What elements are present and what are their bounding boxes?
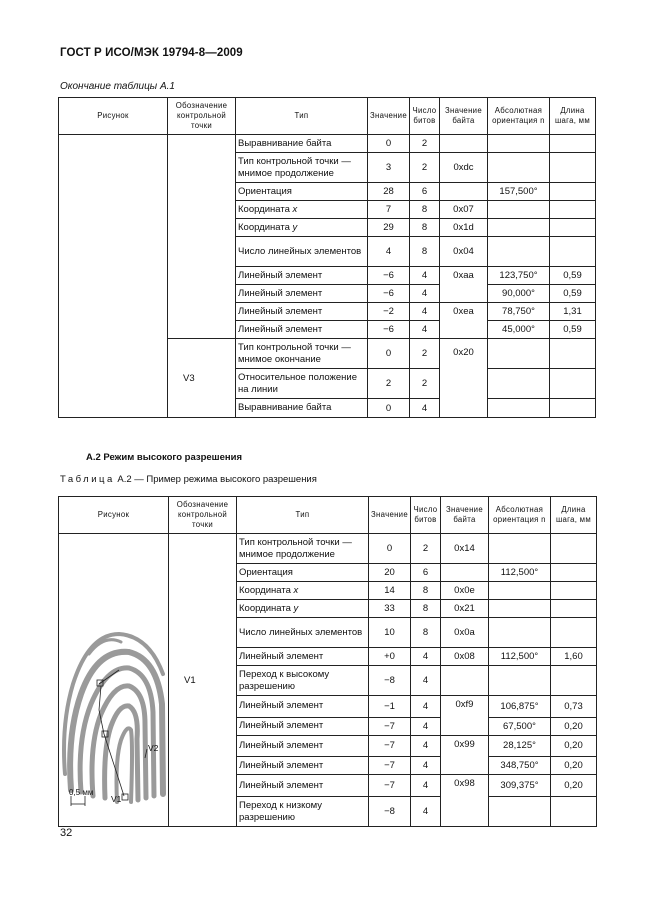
type-cell: Линейный элемент <box>237 648 369 666</box>
fingerprint-figure <box>59 534 168 826</box>
orientation-cell: 45,000° <box>487 321 549 339</box>
header-point: Обозначение контрольной точки <box>168 98 236 135</box>
bits-cell: 2 <box>410 534 440 564</box>
step-cell: 0,73 <box>550 696 596 718</box>
point-cell <box>169 534 237 827</box>
type-cell: Тип контрольной точки — мнимое окончание <box>236 339 368 369</box>
coordinate-variable: x <box>293 584 299 596</box>
bits-cell: 4 <box>410 648 440 666</box>
type-cell <box>237 582 369 600</box>
value-cell: 0 <box>368 339 410 369</box>
value-cell: −6 <box>368 267 410 285</box>
header-type: Тип <box>237 497 369 534</box>
byte-cell <box>439 183 487 201</box>
orientation-cell: 78,750° <box>487 303 549 321</box>
type-cell: Линейный элемент <box>236 321 368 339</box>
byte-cell: 0x0a <box>440 618 488 648</box>
header-byte: Значение байта <box>440 497 488 534</box>
step-cell: 0,20 <box>550 775 596 797</box>
value-cell: 0 <box>369 534 411 564</box>
value-cell: 28 <box>368 183 410 201</box>
step-cell <box>550 666 596 696</box>
header-point: Обозначение контрольной точки <box>169 497 237 534</box>
step-cell <box>550 600 596 618</box>
step-cell <box>549 219 595 237</box>
coordinate-variable: x <box>292 203 298 215</box>
step-cell <box>550 797 596 827</box>
header-value: Значение <box>368 98 410 135</box>
orientation-cell: 157,500° <box>487 183 549 201</box>
byte-cell: 0xf9 <box>440 696 488 736</box>
type-cell: Тип контрольной точки — мнимое продолжение <box>237 534 369 564</box>
header-step: Длина шага, мм <box>550 497 596 534</box>
type-cell: Переход к низкому разрешению <box>237 797 369 827</box>
byte-cell <box>440 666 488 696</box>
bits-cell: 8 <box>410 582 440 600</box>
bits-cell: 8 <box>410 618 440 648</box>
orientation-cell <box>487 219 549 237</box>
value-cell: 29 <box>368 219 410 237</box>
byte-cell <box>439 135 487 153</box>
type-cell: Выравнивание байта <box>236 135 368 153</box>
value-cell: 7 <box>368 201 410 219</box>
type-cell: Линейный элемент <box>236 267 368 285</box>
bits-cell: 2 <box>409 369 439 399</box>
bits-cell: 2 <box>409 339 439 369</box>
fingerprint-ridges <box>64 634 163 802</box>
type-cell: Линейный элемент <box>237 757 369 775</box>
type-label: Координата <box>239 602 291 614</box>
value-cell: −2 <box>368 303 410 321</box>
value-cell: 10 <box>369 618 411 648</box>
step-cell: 1,31 <box>549 303 595 321</box>
byte-cell: 0x21 <box>440 600 488 618</box>
step-cell <box>550 618 596 648</box>
type-cell: Переход к высокому разрешению <box>237 666 369 696</box>
header-bits: Число битов <box>409 98 439 135</box>
value-cell: −7 <box>369 775 411 797</box>
orientation-cell <box>487 399 549 418</box>
bits-cell: 4 <box>409 399 439 418</box>
orientation-cell: 67,500° <box>488 717 550 735</box>
type-cell: Линейный элемент <box>236 285 368 303</box>
type-cell <box>236 201 368 219</box>
value-cell: 3 <box>368 153 410 183</box>
table-row <box>59 135 596 153</box>
point-label: V1 <box>184 674 196 686</box>
bits-cell: 8 <box>409 201 439 219</box>
step-cell <box>550 582 596 600</box>
orientation-cell: 348,750° <box>488 757 550 775</box>
scale-label: 0,5 мм <box>69 788 94 797</box>
bits-cell: 4 <box>409 267 439 285</box>
orientation-cell: 90,000° <box>487 285 549 303</box>
orientation-cell <box>488 797 550 827</box>
coordinate-variable: y <box>292 221 298 233</box>
orientation-cell <box>487 369 549 399</box>
value-cell: 14 <box>369 582 411 600</box>
section-title: А.2 Режим высокого разрешения <box>86 452 243 463</box>
bits-cell: 4 <box>410 775 440 797</box>
coordinate-variable: y <box>293 602 299 614</box>
byte-cell: 0xea <box>439 303 487 339</box>
value-cell: −1 <box>369 696 411 718</box>
orientation-cell <box>487 201 549 219</box>
step-cell <box>550 564 596 582</box>
orientation-cell <box>488 618 550 648</box>
orientation-cell <box>487 135 549 153</box>
step-cell: 0,59 <box>549 267 595 285</box>
type-cell: Ориентация <box>237 564 369 582</box>
byte-cell: 0x0e <box>440 582 488 600</box>
step-cell: 1,60 <box>550 648 596 666</box>
byte-cell <box>440 564 488 582</box>
step-cell: 0,20 <box>550 757 596 775</box>
type-cell: Линейный элемент <box>237 696 369 718</box>
table2-header-row <box>59 497 597 534</box>
header-figure: Рисунок <box>59 497 169 534</box>
table-row <box>59 534 597 564</box>
step-cell <box>549 183 595 201</box>
byte-cell: 0x07 <box>439 201 487 219</box>
step-cell: 0,20 <box>550 717 596 735</box>
figure-cell <box>59 135 168 418</box>
value-cell: 0 <box>368 399 410 418</box>
type-label: Координата <box>239 584 291 596</box>
value-cell: 20 <box>369 564 411 582</box>
value-cell: −8 <box>369 797 411 827</box>
table1-caption: Окончание таблицы А.1 <box>60 81 175 92</box>
orientation-cell <box>488 600 550 618</box>
value-cell: −7 <box>369 717 411 735</box>
value-cell: −8 <box>369 666 411 696</box>
v2-label: V2 <box>148 743 159 753</box>
header-byte: Значение байта <box>439 98 487 135</box>
byte-cell: 0x14 <box>440 534 488 564</box>
byte-cell: 0x04 <box>439 237 487 267</box>
point-label: V3 <box>183 372 195 384</box>
orientation-cell: 28,125° <box>488 735 550 757</box>
type-cell: Число линейных элементов <box>236 237 368 267</box>
table2 <box>58 496 597 827</box>
byte-cell: 0x1d <box>439 219 487 237</box>
orientation-cell: 112,500° <box>488 648 550 666</box>
bits-cell: 2 <box>409 153 439 183</box>
type-cell: Линейный элемент <box>236 303 368 321</box>
header-value: Значение <box>369 497 411 534</box>
step-cell <box>549 153 595 183</box>
type-cell <box>237 600 369 618</box>
step-cell <box>549 201 595 219</box>
bits-cell: 6 <box>409 183 439 201</box>
type-cell: Относительное положение на линии <box>236 369 368 399</box>
type-cell: Выравнивание байта <box>236 399 368 418</box>
bits-cell: 4 <box>409 321 439 339</box>
type-cell: Линейный элемент <box>237 735 369 757</box>
step-cell <box>550 534 596 564</box>
bits-cell: 4 <box>410 757 440 775</box>
header-orientation: Абсолютная ориентация n <box>488 497 550 534</box>
step-cell <box>549 135 595 153</box>
bits-cell: 4 <box>409 303 439 321</box>
caption-rest: А.2 — Пример режима высокого разрешения <box>117 474 317 485</box>
header-type: Тип <box>236 98 368 135</box>
value-cell: 2 <box>368 369 410 399</box>
table2-caption <box>60 474 317 485</box>
bits-cell: 4 <box>410 735 440 757</box>
bits-cell: 4 <box>410 666 440 696</box>
type-cell: Число линейных элементов <box>237 618 369 648</box>
byte-cell: 0x08 <box>440 648 488 666</box>
value-cell: −7 <box>369 735 411 757</box>
bits-cell: 8 <box>409 237 439 267</box>
figure-cell <box>59 534 169 827</box>
type-cell: Линейный элемент <box>237 717 369 735</box>
bits-cell: 8 <box>409 219 439 237</box>
value-cell: −6 <box>368 285 410 303</box>
orientation-cell <box>487 153 549 183</box>
step-cell <box>549 399 595 418</box>
step-cell: 0,20 <box>550 735 596 757</box>
bits-cell: 4 <box>410 717 440 735</box>
step-cell: 0,59 <box>549 321 595 339</box>
type-label: Координата <box>238 221 290 233</box>
byte-cell: 0x99 <box>440 735 488 775</box>
orientation-cell <box>488 582 550 600</box>
type-label: Координата <box>238 203 290 215</box>
byte-cell: 0x98 <box>440 775 488 827</box>
orientation-cell <box>487 237 549 267</box>
bits-cell: 6 <box>410 564 440 582</box>
value-cell: +0 <box>369 648 411 666</box>
step-cell <box>549 369 595 399</box>
byte-cell: 0xaa <box>439 267 487 303</box>
table1 <box>58 97 596 418</box>
value-cell: −6 <box>368 321 410 339</box>
scale-bar <box>71 796 85 806</box>
orientation-cell: 106,875° <box>488 696 550 718</box>
step-cell <box>549 339 595 369</box>
orientation-cell <box>488 534 550 564</box>
v1-label: V1 <box>111 794 122 804</box>
value-cell: 4 <box>368 237 410 267</box>
byte-cell: 0x20 <box>439 339 487 418</box>
header-orientation: Абсолютная ориентация n <box>487 98 549 135</box>
point-cell <box>168 339 236 418</box>
bits-cell: 4 <box>410 696 440 718</box>
type-cell <box>236 219 368 237</box>
value-cell: 0 <box>368 135 410 153</box>
header-bits: Число битов <box>410 497 440 534</box>
value-cell: −7 <box>369 757 411 775</box>
step-cell: 0,59 <box>549 285 595 303</box>
table1-header-row <box>59 98 596 135</box>
caption-prefix: Таблица <box>60 474 115 485</box>
type-cell: Линейный элемент <box>237 775 369 797</box>
orientation-cell: 123,750° <box>487 267 549 285</box>
bits-cell: 4 <box>410 797 440 827</box>
point-cell <box>168 135 236 339</box>
bits-cell: 8 <box>410 600 440 618</box>
header-figure: Рисунок <box>59 98 168 135</box>
bits-cell: 4 <box>409 285 439 303</box>
bits-cell: 2 <box>409 135 439 153</box>
orientation-cell: 309,375° <box>488 775 550 797</box>
value-cell: 33 <box>369 600 411 618</box>
orientation-cell <box>488 666 550 696</box>
orientation-cell: 112,500° <box>488 564 550 582</box>
header-step: Длина шага, мм <box>549 98 595 135</box>
document-header: ГОСТ Р ИСО/МЭК 19794-8—2009 <box>60 47 243 59</box>
byte-cell: 0xdc <box>439 153 487 183</box>
type-cell: Ориентация <box>236 183 368 201</box>
type-cell: Тип контрольной точки — мнимое продолжение <box>236 153 368 183</box>
page-number: 32 <box>60 827 73 839</box>
step-cell <box>549 237 595 267</box>
orientation-cell <box>487 339 549 369</box>
